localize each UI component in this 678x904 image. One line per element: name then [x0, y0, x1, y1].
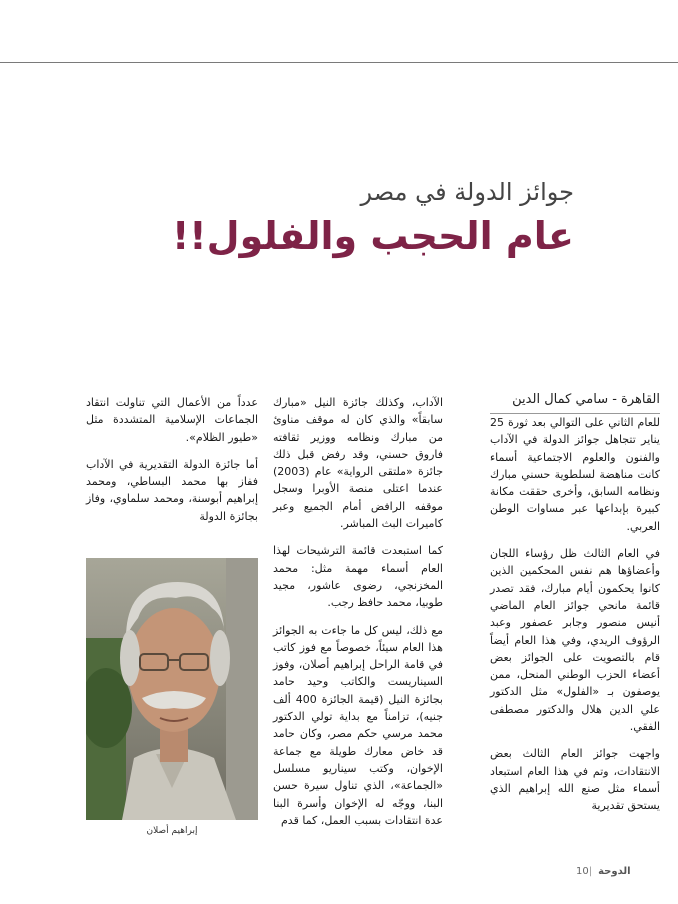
- article-headline: عام الحجب والفلول!!: [171, 214, 574, 258]
- portrait-illustration: [86, 558, 258, 820]
- byline: القاهرة - سامي كمال الدين: [490, 392, 660, 414]
- article-kicker: جوائز الدولة في مصر: [360, 178, 574, 206]
- column-right: [490, 414, 660, 825]
- paragraph: واجهت جوائز العام الثالث بعض الانتقادات، وتم في هذا العام استبعاد أسماء مثل صنع الله إبراهيم الذي يستحق تقديرية: [490, 747, 660, 813]
- paragraph: للعام الثاني على التوالي بعد ثورة 25 يناير تتجاهل جوائز الدولة في الآداب والفنون والعلوم الاجتماعية أسماء كانت مناهضة لسلطوية حسني مبارك ونظامه السابق، وأخرى حققت مكانة كبيرة بإبداعها عبر مساوات الوطن العربي.: [490, 416, 660, 533]
- column-left: [86, 394, 258, 535]
- portrait-photo: [86, 558, 258, 820]
- top-rule: [0, 62, 678, 63]
- paragraph: كما استبعدت قائمة الترشيحات لهذا العام أسماء مهمة مثل: محمد المخزنجي، رضوى عاشور، مجيد طوبيا، محمد حافظ رجب.: [273, 544, 443, 610]
- footer-separator: |: [588, 866, 593, 877]
- paragraph: في العام الثالث ظل رؤساء اللجان وأعضاؤها هم نفس المحكمين الذين كانوا يحكمون أيام مبارك، فقد تصدر قائمة مانحي جوائز العام الماضي أنيس منصور وجابر عصفور وعبد الرؤوف الريدي، وفي هذا العام أيضاً قام بالتصويت على الجوائز بعض أعضاء الحزب الوطني المنحل، ممن يوصفون بـ «الفلول» مثل الدكتور علي الدين هلال والدكتور مصطفى الفقي.: [490, 547, 660, 734]
- paragraph: عدداً من الأعمال التي تناولت انتقاد الجماعات الإسلامية المتشددة مثل «طيور الظلام».: [86, 396, 258, 444]
- page-footer: [576, 866, 637, 877]
- column-middle: [273, 394, 443, 839]
- paragraph: مع ذلك، ليس كل ما جاءت به الجوائز هذا العام سيئاً، خصوصاً مع فوز كاتب في قامة الراحل إبراهيم أصلان، وفوز السيناريست والكاتب وحيد حامد بجائزة النيل (قيمة الجائزة 400 ألف جنيه)، تزامناً مع بداية تولي الدكتور محمد مرسي حكم مصر، وكان حامد قد خاض معارك طويلة مع جماعة الإخوان، وكتب سيناريو مسلسل «الجماعة»، الذي تناول سيرة حسن البنا، ووجّه له الإخوان وأسرة البنا عدة انتقادات بسبب العمل، كما قدم: [273, 623, 443, 827]
- magazine-name: الدوحة: [598, 866, 631, 877]
- photo-caption: إبراهيم أصلان: [146, 826, 198, 836]
- page-number: 10: [576, 866, 589, 877]
- paragraph: الآداب، وكذلك جائزة النيل «مبارك سابقاً» والذي كان له موقف مناوئ من مبارك ونظامه ووزير ثقافته فاروق حسني، وقد رفض قبل ذلك جائزة «ملتقى الرواية» عام (2003) عندما اعتلى منصة الأوبرا وسجل موقفه الرافض أمام الجميع وعبر كاميرات البث المباشر.: [273, 396, 443, 531]
- paragraph: أما جائزة الدولة التقديرية في الآداب ففاز بها محمد البساطي، ومحمد إبراهيم أبوسنة، ومحمد سلماوي، وفاز بجائزة الدولة: [86, 457, 258, 523]
